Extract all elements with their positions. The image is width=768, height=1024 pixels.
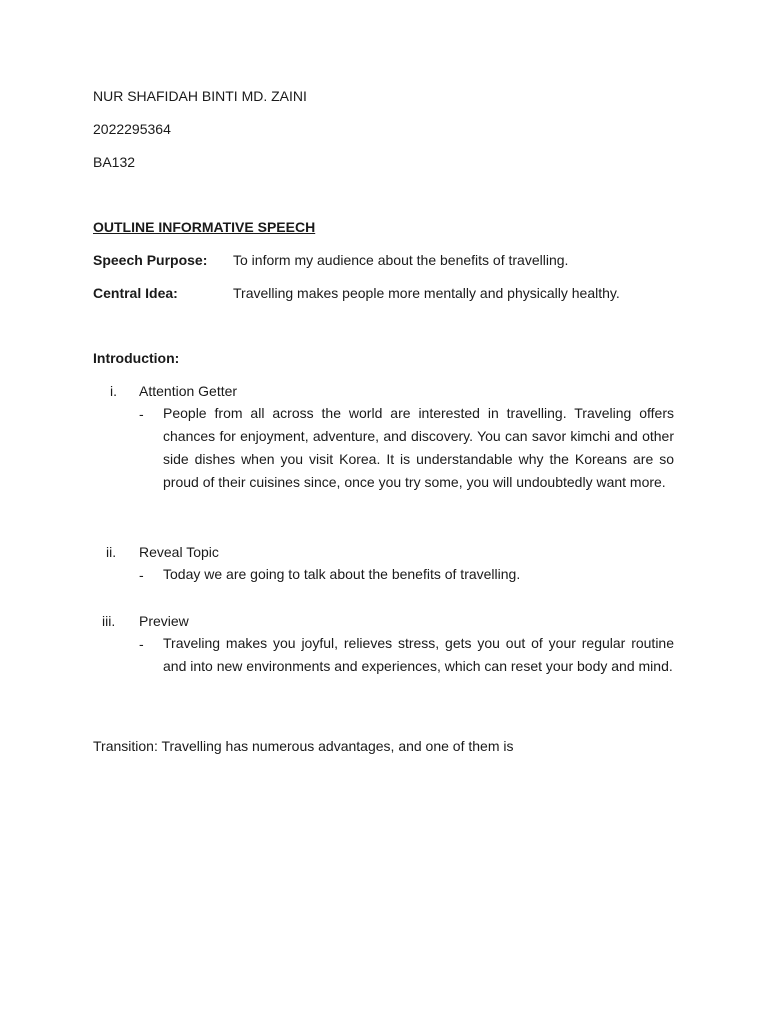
- preview-title: Preview: [139, 613, 189, 629]
- attention-getter-text: People from all across the world are interested in travelling. Traveling offers chances for enjoyment, adventure, and discovery. You can savor kimchi and other side dishes when you visit Korea. It is understandable why the Koreans are so proud of their cuisines since, once you try some, you will undoubtedly want more.: [163, 405, 674, 490]
- bullet-dash: -: [139, 406, 144, 422]
- student-name: NUR SHAFIDAH BINTI MD. ZAINI: [93, 88, 307, 104]
- speech-purpose-label: Speech Purpose:: [93, 252, 208, 268]
- introduction-heading: Introduction:: [93, 350, 180, 366]
- student-id: 2022295364: [93, 121, 171, 137]
- bullet-dash: -: [139, 636, 144, 652]
- reveal-topic-text: Today we are going to talk about the benefits of travelling.: [163, 566, 521, 582]
- document-title: OUTLINE INFORMATIVE SPEECH: [93, 219, 316, 235]
- transition-text: Transition: Travelling has numerous advantages, and one of them is: [93, 738, 514, 754]
- list-item-numeral: ii.: [106, 544, 117, 560]
- reveal-topic-title: Reveal Topic: [139, 544, 219, 560]
- central-idea-value: Travelling makes people more mentally and physically healthy.: [233, 285, 620, 301]
- course-code: BA132: [93, 154, 136, 170]
- speech-purpose-value: To inform my audience about the benefits of travelling.: [233, 252, 569, 268]
- bullet-dash: -: [139, 567, 144, 583]
- list-item-numeral: i.: [110, 383, 117, 399]
- list-item-numeral: iii.: [102, 613, 116, 629]
- preview-text: Traveling makes you joyful, relieves stress, gets you out of your regular routine and into new environments and experiences, which can reset your body and mind.: [163, 635, 674, 674]
- central-idea-label: Central Idea:: [93, 285, 178, 301]
- attention-getter-title: Attention Getter: [139, 383, 238, 399]
